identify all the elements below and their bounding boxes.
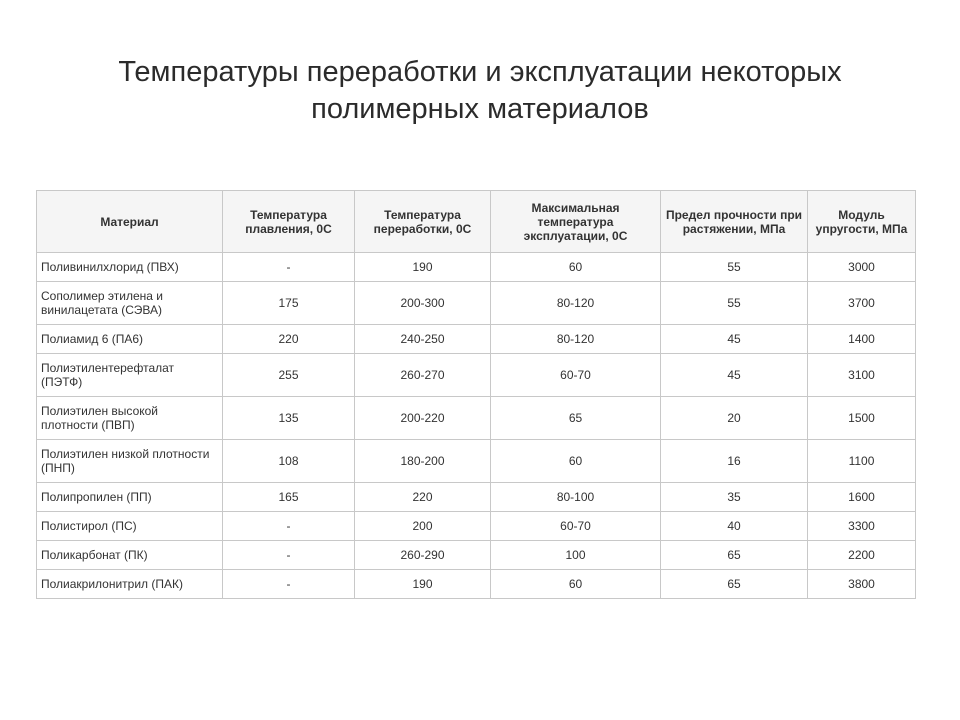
cell-material: Поликарбонат (ПК) <box>37 541 223 570</box>
table-row <box>37 325 916 354</box>
table-row <box>37 570 916 599</box>
cell-processing-temp: 200-300 <box>355 282 491 325</box>
cell-melting-temp: 220 <box>223 325 355 354</box>
cell-elastic-modulus: 3800 <box>808 570 916 599</box>
title-line-2: полимерных материалов <box>311 93 649 125</box>
cell-max-service-temp: 80-100 <box>491 483 661 512</box>
cell-material: Полиамид 6 (ПА6) <box>37 325 223 354</box>
col-header-max-service-temp: Максимальная температура эксплуатации, 0С <box>491 191 661 253</box>
cell-elastic-modulus: 3000 <box>808 253 916 282</box>
cell-processing-temp: 200-220 <box>355 397 491 440</box>
cell-material: Поливинилхлорид (ПВХ) <box>37 253 223 282</box>
table-row <box>37 354 916 397</box>
cell-max-service-temp: 80-120 <box>491 325 661 354</box>
cell-processing-temp: 190 <box>355 253 491 282</box>
cell-material: Полиакрилонитрил (ПАК) <box>37 570 223 599</box>
cell-material: Полипропилен (ПП) <box>37 483 223 512</box>
cell-elastic-modulus: 3700 <box>808 282 916 325</box>
title-line-1: Температуры переработки и эксплуатации некоторых <box>118 56 842 88</box>
polymer-properties-table <box>36 190 916 599</box>
cell-tensile-strength: 40 <box>661 512 808 541</box>
table-row <box>37 397 916 440</box>
cell-melting-temp: 135 <box>223 397 355 440</box>
cell-elastic-modulus: 3300 <box>808 512 916 541</box>
cell-melting-temp: 165 <box>223 483 355 512</box>
cell-processing-temp: 180-200 <box>355 440 491 483</box>
cell-melting-temp: 108 <box>223 440 355 483</box>
cell-max-service-temp: 60 <box>491 253 661 282</box>
cell-elastic-modulus: 1500 <box>808 397 916 440</box>
cell-max-service-temp: 60-70 <box>491 512 661 541</box>
cell-material: Полистирол (ПС) <box>37 512 223 541</box>
col-header-processing-temp: Температура переработки, 0С <box>355 191 491 253</box>
cell-material: Полиэтилен низкой плотности (ПНП) <box>37 440 223 483</box>
table-row <box>37 541 916 570</box>
cell-elastic-modulus: 3100 <box>808 354 916 397</box>
cell-processing-temp: 200 <box>355 512 491 541</box>
table-body <box>37 253 916 599</box>
cell-elastic-modulus: 1400 <box>808 325 916 354</box>
table-row <box>37 282 916 325</box>
cell-elastic-modulus: 2200 <box>808 541 916 570</box>
cell-processing-temp: 240-250 <box>355 325 491 354</box>
col-header-tensile-strength: Предел прочности при растяжении, МПа <box>661 191 808 253</box>
cell-melting-temp: 175 <box>223 282 355 325</box>
cell-tensile-strength: 16 <box>661 440 808 483</box>
cell-processing-temp: 220 <box>355 483 491 512</box>
cell-max-service-temp: 60 <box>491 440 661 483</box>
cell-material: Полиэтилен высокой плотности (ПВП) <box>37 397 223 440</box>
cell-tensile-strength: 45 <box>661 325 808 354</box>
cell-melting-temp: - <box>223 541 355 570</box>
header-row <box>37 191 916 253</box>
table-header <box>37 191 916 253</box>
cell-melting-temp: - <box>223 512 355 541</box>
cell-tensile-strength: 20 <box>661 397 808 440</box>
cell-processing-temp: 260-290 <box>355 541 491 570</box>
cell-max-service-temp: 60-70 <box>491 354 661 397</box>
cell-material: Сополимер этилена и винилацетата (СЭВА) <box>37 282 223 325</box>
table-row <box>37 483 916 512</box>
cell-max-service-temp: 80-120 <box>491 282 661 325</box>
cell-processing-temp: 260-270 <box>355 354 491 397</box>
cell-melting-temp: 255 <box>223 354 355 397</box>
cell-max-service-temp: 60 <box>491 570 661 599</box>
col-header-melting-temp: Температура плавления, 0С <box>223 191 355 253</box>
cell-melting-temp: - <box>223 570 355 599</box>
page-title <box>40 54 920 128</box>
cell-max-service-temp: 100 <box>491 541 661 570</box>
cell-tensile-strength: 65 <box>661 541 808 570</box>
cell-processing-temp: 190 <box>355 570 491 599</box>
table-row <box>37 253 916 282</box>
cell-melting-temp: - <box>223 253 355 282</box>
col-header-material: Материал <box>37 191 223 253</box>
cell-max-service-temp: 65 <box>491 397 661 440</box>
cell-tensile-strength: 45 <box>661 354 808 397</box>
table-row <box>37 512 916 541</box>
cell-elastic-modulus: 1600 <box>808 483 916 512</box>
cell-tensile-strength: 35 <box>661 483 808 512</box>
col-header-elastic-modulus: Модуль упругости, МПа <box>808 191 916 253</box>
cell-tensile-strength: 55 <box>661 282 808 325</box>
cell-tensile-strength: 55 <box>661 253 808 282</box>
table-row <box>37 440 916 483</box>
cell-elastic-modulus: 1100 <box>808 440 916 483</box>
cell-material: Полиэтилентерефталат (ПЭТФ) <box>37 354 223 397</box>
cell-tensile-strength: 65 <box>661 570 808 599</box>
